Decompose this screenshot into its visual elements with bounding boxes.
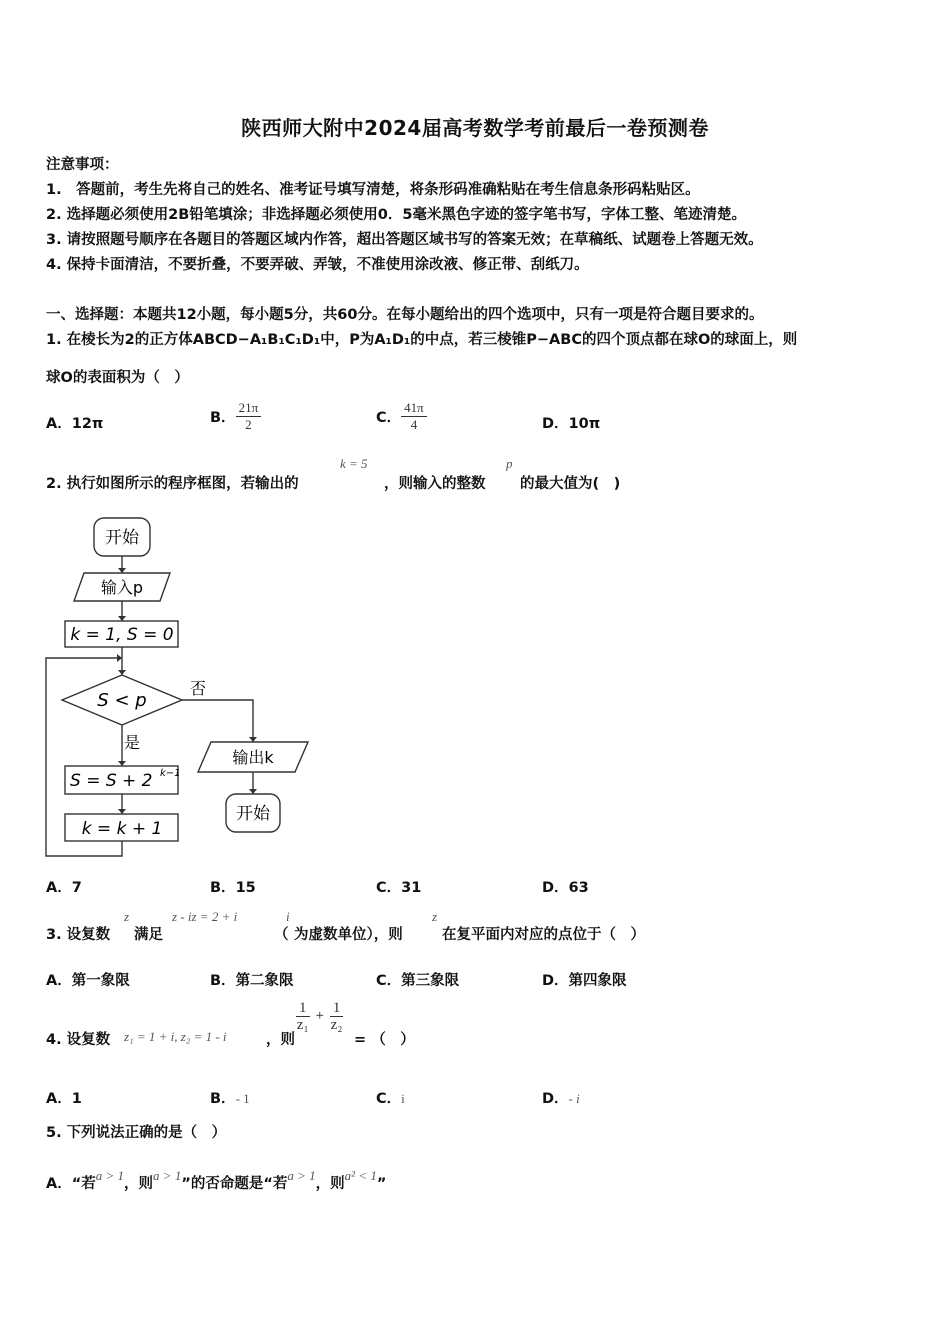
notice-heading: 注意事项： xyxy=(46,157,119,173)
q3-option-a: A．第一象限 xyxy=(46,973,130,989)
flow-yes-label: 是 xyxy=(124,733,141,752)
q4-option-c: C．i xyxy=(376,1091,405,1107)
q2-p-symbol: p xyxy=(506,456,513,471)
q2-stem-part2: ，则输入的整数 xyxy=(384,476,486,492)
q2-stem-part3: 的最大值为( ) xyxy=(520,476,621,492)
q1-stem-line2: 球O的表面积为（ ） xyxy=(46,370,189,386)
q3-z-symbol: z xyxy=(124,909,130,924)
q4-equation: z₁ = 1 + i, z₂ = 1 - i xyxy=(124,1029,227,1044)
flow-input-text: 输入p xyxy=(100,578,144,597)
q4-option-b: B．- 1 xyxy=(210,1091,250,1107)
q5-option-a: A．“若a > 1，则a > 1”的否命题是“若a > 1，则a² < 1” xyxy=(46,1168,387,1192)
flow-update-k-text: k = k + 1 xyxy=(81,819,163,839)
q4-option-d: D．- i xyxy=(542,1091,580,1107)
flow-update-s-text: S = S + 2 xyxy=(70,771,153,791)
notice-item-1: 1. 答题前，考生先将自己的姓名、准考证号填写清楚，将条形码准确粘贴在考生信息条形码粘贴区。 xyxy=(46,182,700,198)
flow-condition-text: S < p xyxy=(97,690,147,711)
q3-option-b: B．第二象限 xyxy=(210,973,294,989)
q2-option-a: A．7 xyxy=(46,880,82,896)
q3-stem-part2: 满足 xyxy=(134,927,163,943)
q1-option-d: D．10π xyxy=(542,416,601,432)
q3-equation: z - iz = 2 + i xyxy=(172,909,238,924)
q3-option-d: D．第四象限 xyxy=(542,973,627,989)
q4-fraction-sum: $\frac{1}{\text{z₁}}$ + $\frac{1}{\text{z₂}}$ xyxy=(296,1000,343,1033)
q2-k-expression: k = 5 xyxy=(340,456,368,471)
section-heading: 一、选择题：本题共12小题，每小题5分，共60分。在每小题给出的四个选项中，只有一项是符合题目要求的。 xyxy=(46,307,764,323)
q2-option-c: C．31 xyxy=(376,880,422,896)
q4-stem-part3: = （ ） xyxy=(354,1032,415,1048)
q3-i-symbol: i xyxy=(286,909,290,924)
flow-output-text: 输出k xyxy=(232,748,274,767)
q2-stem-part1: 2. 执行如图所示的程序框图，若输出的 xyxy=(46,476,299,492)
q2-option-b: B．15 xyxy=(210,880,256,896)
flow-no-label: 否 xyxy=(190,679,207,698)
q3-stem-part3: （ xyxy=(274,927,289,943)
flowchart xyxy=(40,510,320,865)
notice-item-3: 3. 请按照题号顺序在各题目的答题区域内作答，超出答题区域书写的答案无效；在草稿纸、试题卷上答题无效。 xyxy=(46,232,763,248)
q3-stem-part1: 3. 设复数 xyxy=(46,927,111,943)
flow-start-text: 开始 xyxy=(105,528,139,548)
q3-option-c: C．第三象限 xyxy=(376,973,460,989)
flow-exponent: k−1 xyxy=(160,768,181,779)
q3-stem-part4: 为虚数单位），则 xyxy=(294,927,403,943)
q1-option-b: B． $\frac{21\pi}{2}$ xyxy=(210,400,261,433)
flow-init-text: k = 1, S = 0 xyxy=(70,625,174,645)
q4-stem-part1: 4. 设复数 xyxy=(46,1032,111,1048)
q3-stem-part5: 在复平面内对应的点位于（ ） xyxy=(442,927,645,943)
q4-stem-part2: ，则 xyxy=(266,1032,295,1048)
q1-stem-line1: 1. 在棱长为2的正方体ABCD−A₁B₁C₁D₁中，P为A₁D₁的中点，若三棱锥P−ABC的四个顶点都在球O的球面上，则 xyxy=(46,332,798,348)
page-title: 陕西师大附中2024届高考数学考前最后一卷预测卷 xyxy=(241,116,709,140)
q4-option-a: A．1 xyxy=(46,1091,82,1107)
q3-z-symbol-2: z xyxy=(432,909,438,924)
flow-end-text: 开始 xyxy=(236,804,270,824)
q1-option-c: C． $\frac{41\pi}{4}$ xyxy=(376,400,427,433)
notice-item-2: 2. 选择题必须使用2B铅笔填涂；非选择题必须使用0．5毫米黑色字迹的签字笔书写，字体工整、笔迹清楚。 xyxy=(46,207,746,223)
q5-stem: 5. 下列说法正确的是（ ） xyxy=(46,1125,227,1141)
notice-item-4: 4. 保持卡面清洁，不要折叠，不要弄破、弄皱，不准使用涂改液、修正带、刮纸刀。 xyxy=(46,257,589,273)
q1-option-a: A．12π xyxy=(46,416,104,432)
q2-option-d: D．63 xyxy=(542,880,589,896)
